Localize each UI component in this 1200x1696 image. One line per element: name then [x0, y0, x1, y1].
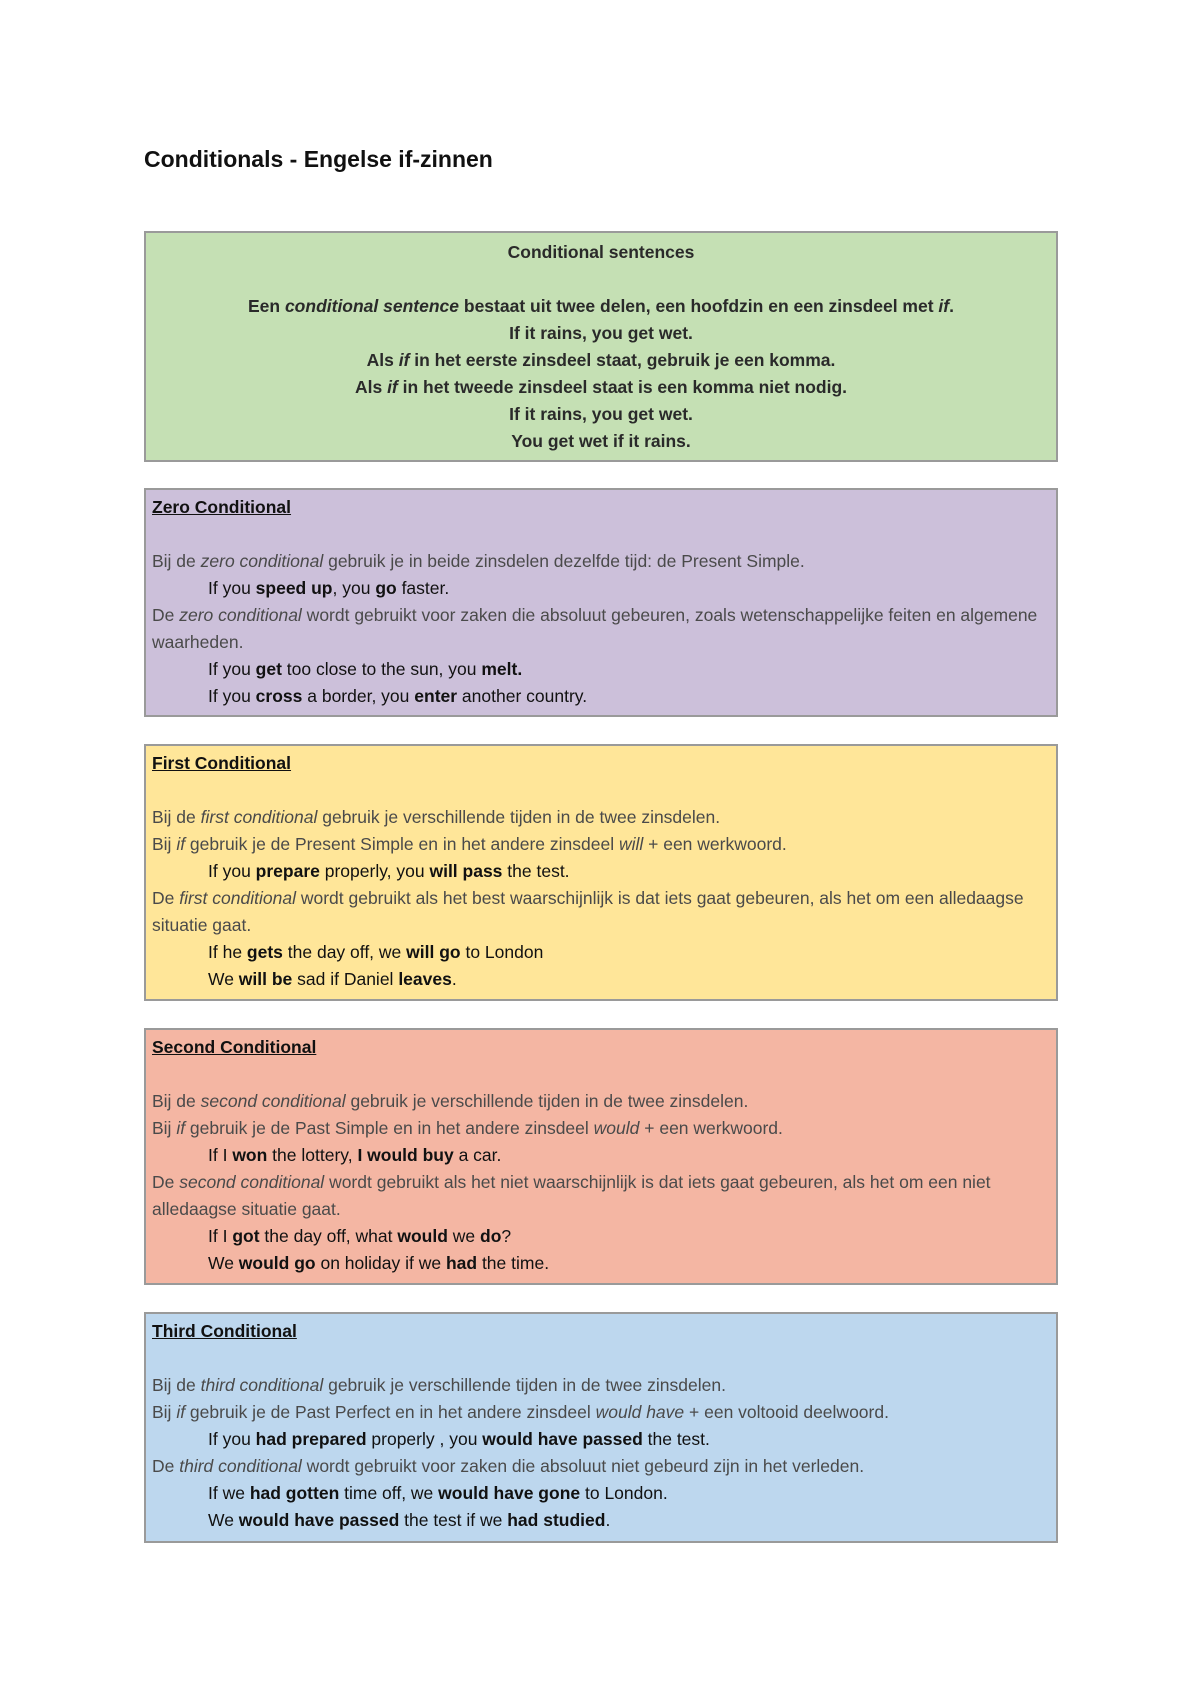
explanation: Bij de first conditional gebruik je verschillende tijden in de twee zinsdelen. — [152, 807, 721, 827]
example-sentence: We would have passed the test if we had studied. — [208, 1510, 611, 1530]
intro-box — [144, 231, 1058, 462]
first-conditional-box — [144, 744, 1058, 1001]
explanation: De first conditional wordt gebruikt als het best waarschijnlijk is dat iets gaat gebeuren, als het om een alledaagse situatie gaat. — [152, 888, 1024, 935]
explanation: Bij if gebruik je de Present Simple en in het andere zinsdeel will + een werkwoord. — [152, 834, 787, 854]
section-heading: Third Conditional — [152, 1321, 297, 1341]
example-sentence: If I got the day off, what would we do? — [208, 1226, 512, 1246]
explanation: Bij if gebruik je de Past Simple en in het andere zinsdeel would + een werkwoord. — [152, 1118, 783, 1138]
explanation: Bij de third conditional gebruik je verschillende tijden in de twee zinsdelen. — [152, 1375, 726, 1395]
intro-example: You get wet if it rains. — [511, 431, 691, 451]
explanation: De zero conditional wordt gebruikt voor zaken die absoluut gebeuren, zoals wetenschappelijke feiten en algemene waarheden. — [152, 605, 1038, 652]
example-sentence: If I won the lottery, I would buy a car. — [208, 1145, 502, 1165]
intro-example: If it rains, you get wet. — [509, 404, 693, 424]
intro-example: If it rains, you get wet. — [509, 323, 693, 343]
intro-line: Als if in het tweede zinsdeel staat is een komma niet nodig. — [354, 377, 848, 397]
example-sentence: If we had gotten time off, we would have gone to London. — [208, 1483, 668, 1503]
intro-line: Als if in het eerste zinsdeel staat, gebruik je een komma. — [366, 350, 836, 370]
example-sentence: If you had prepared properly , you would have passed the test. — [208, 1429, 710, 1449]
intro-heading: Conditional sentences — [507, 242, 695, 262]
section-heading: Zero Conditional — [152, 497, 292, 517]
example-sentence: If you speed up, you go faster. — [208, 578, 450, 598]
page-title: Conditionals - Engelse if-zinnen — [144, 146, 493, 172]
example-sentence: If you prepare properly, you will pass the test. — [208, 861, 570, 881]
explanation: De second conditional wordt gebruikt als het niet waarschijnlijk is dat iets gaat gebeuren, als het om een niet alledaagse situatie gaat. — [152, 1172, 991, 1219]
intro-line: Een conditional sentence bestaat uit twee delen, een hoofdzin en een zinsdeel met if. — [247, 296, 954, 316]
section-heading: Second Conditional — [152, 1037, 317, 1057]
third-conditional-box — [144, 1312, 1058, 1543]
second-conditional-box — [144, 1028, 1058, 1285]
explanation: Bij de second conditional gebruik je verschillende tijden in de twee zinsdelen. — [152, 1091, 749, 1111]
example-sentence: If you get too close to the sun, you melt. — [208, 659, 523, 679]
section-heading: First Conditional — [152, 753, 292, 773]
example-sentence: We would go on holiday if we had the time. — [208, 1253, 550, 1273]
explanation: Bij de zero conditional gebruik je in beide zinsdelen dezelfde tijd: de Present Simple. — [152, 551, 805, 571]
example-sentence: If he gets the day off, we will go to London — [208, 942, 544, 962]
example-sentence: If you cross a border, you enter another country. — [208, 686, 588, 706]
explanation: De third conditional wordt gebruikt voor zaken die absoluut niet gebeurd zijn in het verleden. — [152, 1456, 865, 1476]
example-sentence: We will be sad if Daniel leaves. — [208, 969, 457, 989]
explanation: Bij if gebruik je de Past Perfect en in het andere zinsdeel would have + een voltooid deelwoord. — [152, 1402, 889, 1422]
zero-conditional-box — [144, 488, 1058, 717]
